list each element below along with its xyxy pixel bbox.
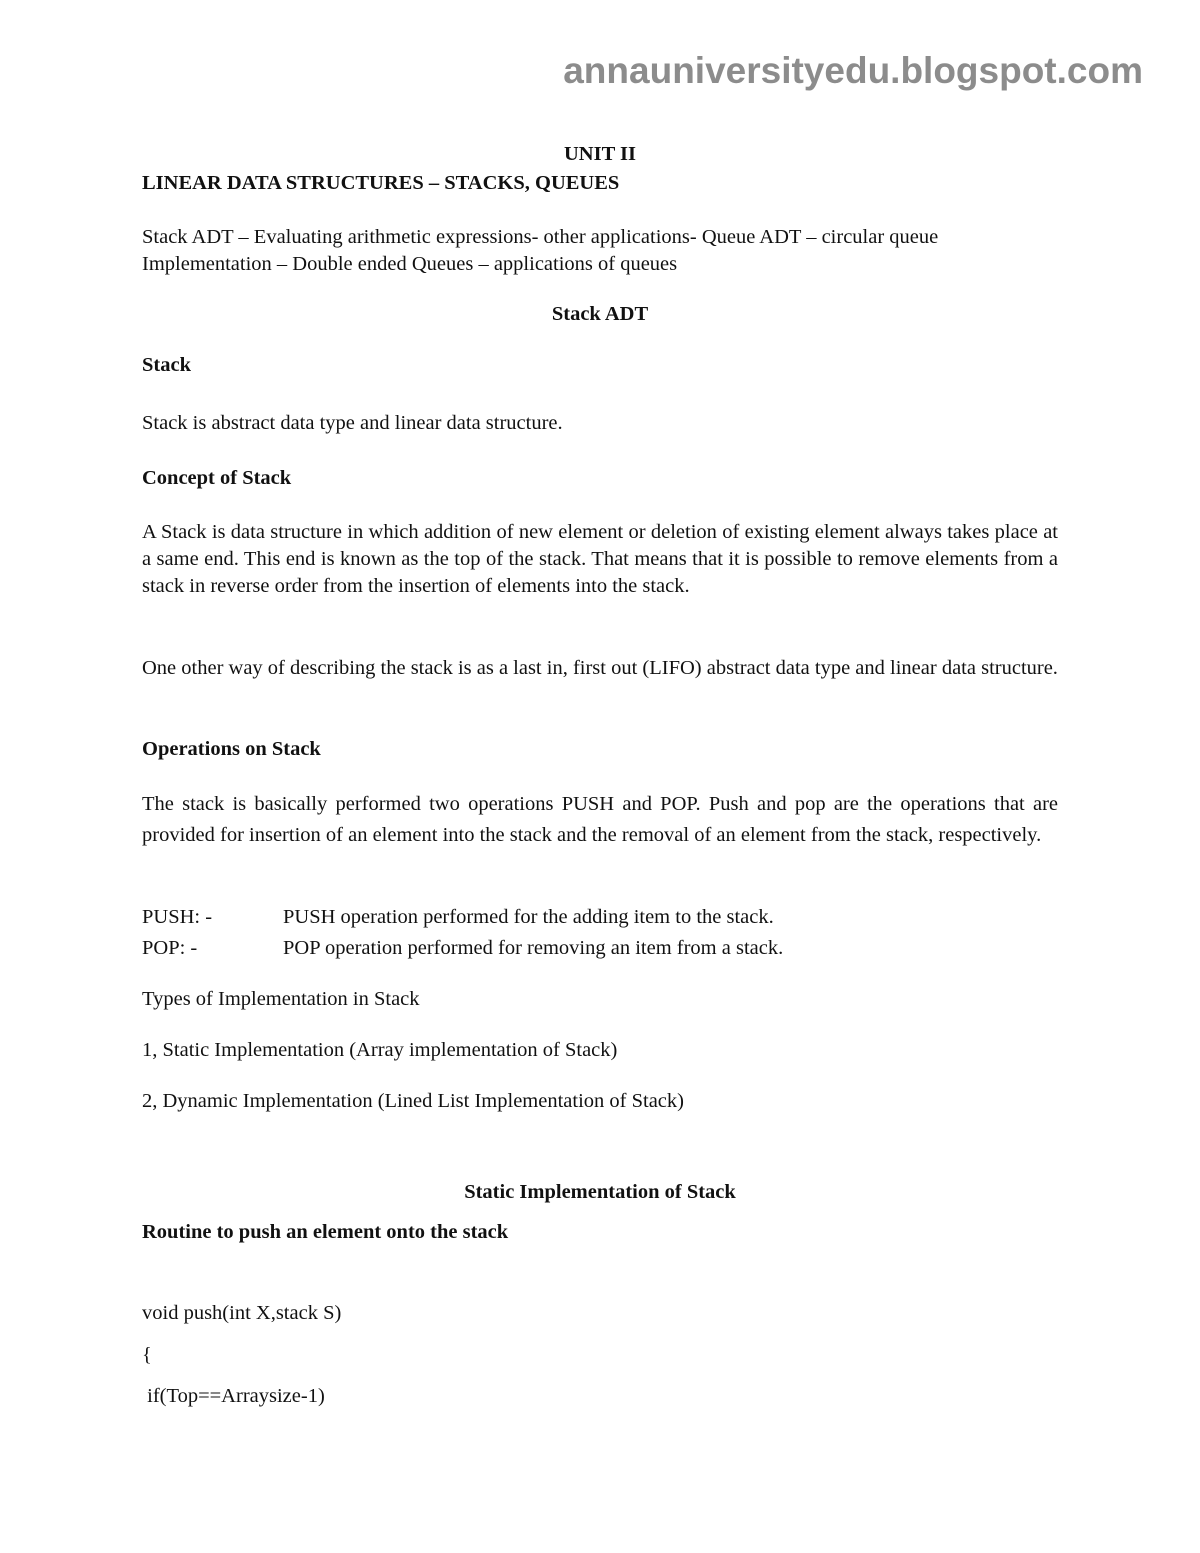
code-line-1: void push(int X,stack S)	[142, 1302, 342, 1324]
heading-push-routine: Routine to push an element onto the stack	[142, 1221, 509, 1243]
stack-definition: Stack is abstract data type and linear data structure.	[142, 412, 563, 434]
unit-number: UNIT II	[564, 143, 636, 165]
code-line-3: if(Top==Arraysize-1)	[142, 1385, 325, 1407]
section-heading-stack-adt: Stack ADT	[551, 303, 649, 325]
operations-intro: The stack is basically performed two operations PUSH and POP. Push and pop are the operations that are provided for insertion of an element into the stack and the removal of an element from the stack, respectively.	[142, 793, 1058, 846]
unit-title: LINEAR DATA STRUCTURES – STACKS, QUEUES	[142, 172, 620, 194]
types-item-static: 1, Static Implementation (Array implementation of Stack)	[142, 1039, 618, 1061]
pop-description: POP operation performed for removing an item from a stack.	[283, 937, 784, 959]
types-heading: Types of Implementation in Stack	[142, 988, 420, 1010]
push-description: PUSH operation performed for the adding item to the stack.	[283, 906, 774, 928]
types-item-dynamic: 2, Dynamic Implementation (Lined List Implementation of Stack)	[142, 1090, 684, 1112]
concept-paragraph-1: A Stack is data structure in which addition of new element or deletion of existing element always takes place at a same end. This end is known as the top of the stack. That means that it is possible to remove elements from a stack in reverse order from the insertion of elements into the stack.	[142, 521, 1058, 597]
heading-concept-of-stack: Concept of Stack	[142, 467, 292, 489]
code-line-2: {	[142, 1344, 152, 1366]
push-label: PUSH: -	[142, 906, 213, 928]
section-heading-static-implementation: Static Implementation of Stack	[464, 1181, 736, 1203]
watermark: annauniversityedu.blogspot.com	[563, 50, 1143, 91]
concept-paragraph-2: One other way of describing the stack is as a last in, first out (LIFO) abstract data type and linear data structure.	[142, 657, 1058, 679]
syllabus-text: Stack ADT – Evaluating arithmetic expressions- other applications- Queue ADT – circular queue Implementation – Double ended Queues – applications of queues	[142, 226, 939, 275]
heading-operations-on-stack: Operations on Stack	[142, 738, 321, 760]
heading-stack: Stack	[142, 354, 191, 376]
pop-label: POP: -	[142, 937, 198, 959]
